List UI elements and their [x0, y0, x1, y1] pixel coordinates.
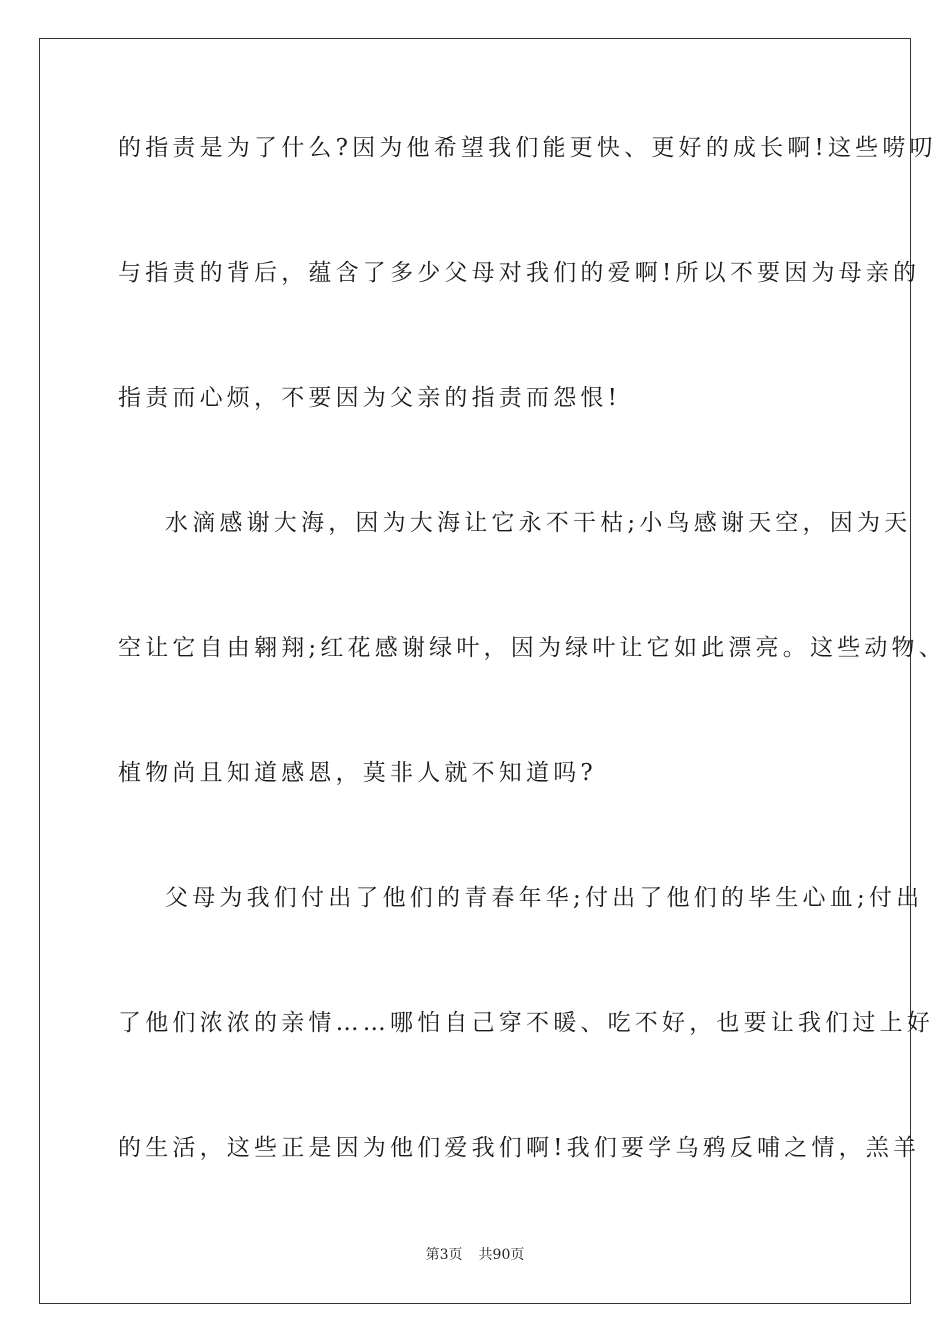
page-number: 第3页 — [425, 1247, 463, 1263]
paragraph-line-7: 父母为我们付出了他们的青春年华;付出了他们的毕生心血;付出 — [165, 885, 924, 911]
paragraph-line-8: 了他们浓浓的亲情……哪怕自己穿不暖、吃不好，也要让我们过上好 — [118, 1010, 934, 1036]
paragraph-line-4: 水滴感谢大海，因为大海让它永不干枯;小鸟感谢天空，因为天 — [165, 510, 912, 536]
paragraph-line-1: 的指责是为了什么?因为他希望我们能更快、更好的成长啊!这些唠叨 — [118, 135, 937, 161]
page-footer — [0, 1245, 950, 1265]
page-border — [39, 38, 946, 1304]
paragraph-line-6: 植物尚且知道感恩，莫非人就不知道吗? — [118, 760, 597, 786]
paragraph-line-5: 空让它自由翱翔;红花感谢绿叶，因为绿叶让它如此漂亮。这些动物、 — [118, 635, 946, 661]
paragraph-line-9: 的生活，这些正是因为他们爱我们啊!我们要学乌鸦反哺之情，羔羊 — [118, 1135, 921, 1161]
page-total: 共90页 — [478, 1247, 525, 1263]
paragraph-line-2: 与指责的背后，蕴含了多少父母对我们的爱啊!所以不要因为母亲的 — [118, 260, 921, 286]
paragraph-line-3: 指责而心烦，不要因为父亲的指责而怨恨! — [118, 385, 622, 411]
